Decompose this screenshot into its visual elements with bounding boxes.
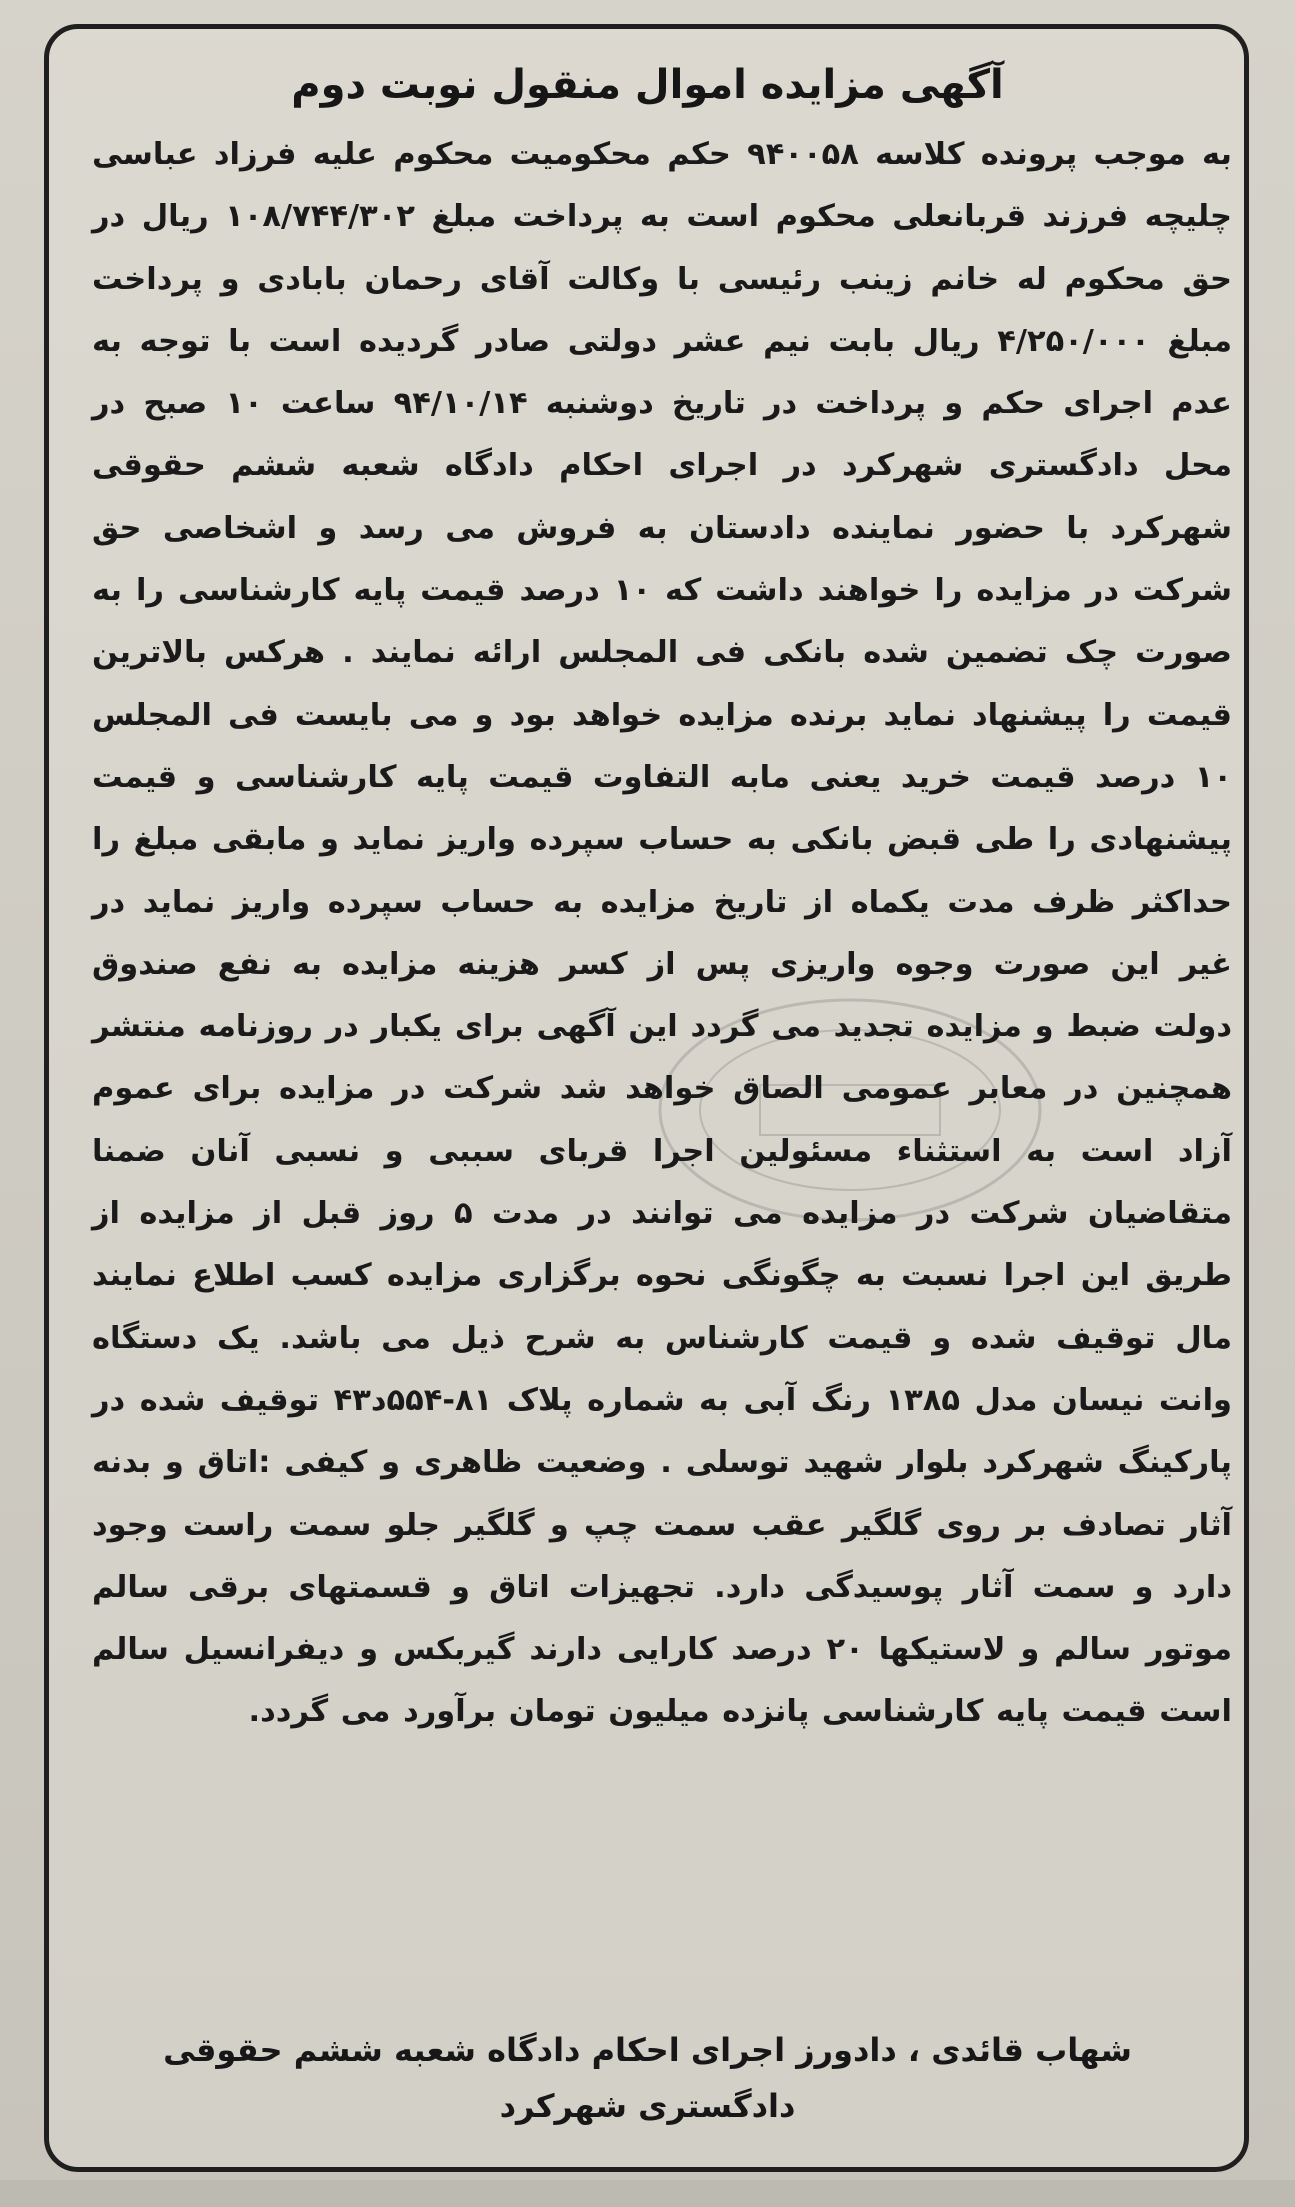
signature-block: [70, 2022, 1225, 2134]
notice-body: به موجب پرونده کلاسه ۹۴۰۰۵۸ حکم محکومیت محکوم علیه فرزاد عباسی چلیچه فرزند قربانعلی محکوم است به پرداخت مبلغ ۱۰۸/۷۴۴/۳۰۲ ریال در حق محکوم له خانم زینب رئیسی با وکالت آقای رحمان بابادی و پرداخت مبلغ ۴/۲۵۰/۰۰۰ ریال بابت نیم عشر دولتی صادر گردیده است با توجه به عدم اجرای حکم و پرداخت در تاریخ دوشنبه ۹۴/۱۰/۱۴ ساعت ۱۰ صبح در محل دادگستری شهرکرد در اجرای احکام دادگاه شعبه ششم حقوقی شهرکرد با حضور نماینده دادستان به فروش می رسد و اشخاصی حق شرکت در مزایده را خواهند داشت که ۱۰ درصد قیمت پایه کارشناسی را به صورت چک تضمین شده بانکی فی المجلس ارائه نمایند . هرکس بالاترین قیمت را پیشنهاد نماید برنده مزایده خواهد بود و می بایست فی المجلس ۱۰ درصد قیمت خرید یعنی مابه التفاوت قیمت پایه کارشناسی و قیمت پیشنهادی را طی قبض بانکی به حساب سپرده واریز نماید و مابقی مبلغ را حداکثر ظرف مدت یکماه از تاریخ مزایده به حساب سپرده واریز نماید در غیر این صورت وجوه واریزی پس از کسر هزینه مزایده به نفع صندوق دولت ضبط و مزایده تجدید می گردد این آگهی برای یکبار در روزنامه منتشر همچنین در معابر عمومی الصاق خواهد شد شرکت در مزایده برای عموم آزاد است به استثناء مسئولین اجرا قربای سببی و نسبی آنان ضمنا متقاضیان شرکت در مزایده می توانند در مدت ۵ روز قبل از مزایده از طریق این اجرا نسبت به چگونگی نحوه برگزاری مزایده کسب اطلاع نمایند مال توقیف شده و قیمت کارشناس به شرح ذیل می باشد. یک دستگاه وانت نیسان مدل ۱۳۸۵ رنگ آبی به شماره پلاک ۸۱-۵۵۴د۴۳ توقیف شده در پارکینگ شهرکرد بلوار شهید توسلی . وضعیت ظاهری و کیفی :اتاق و بدنه آثار تصادف بر روی گلگیر عقب سمت چپ و گلگیر جلو سمت راست وجود دارد و سمت آثار پوسیدگی دارد. تجهیزات اتاق و قسمتهای برقی سالم موتور سالم و لاستیکها ۲۰ درصد کارایی دارند گیربکس و دیفرانسیل سالم است قیمت پایه کارشناسی پانزده میلیون تومان برآورد می گردد.: [92, 137, 1233, 1730]
page-edge: [0, 2180, 1295, 2207]
signature-line-2: دادگستری شهرکرد: [499, 2087, 796, 2125]
signature-line-1: شهاب قائدی ، دادورز اجرای احکام دادگاه شعبه ششم حقوقی: [163, 2031, 1132, 2069]
notice-title: آگهی مزایده اموال منقول نوبت دوم: [291, 62, 1004, 108]
